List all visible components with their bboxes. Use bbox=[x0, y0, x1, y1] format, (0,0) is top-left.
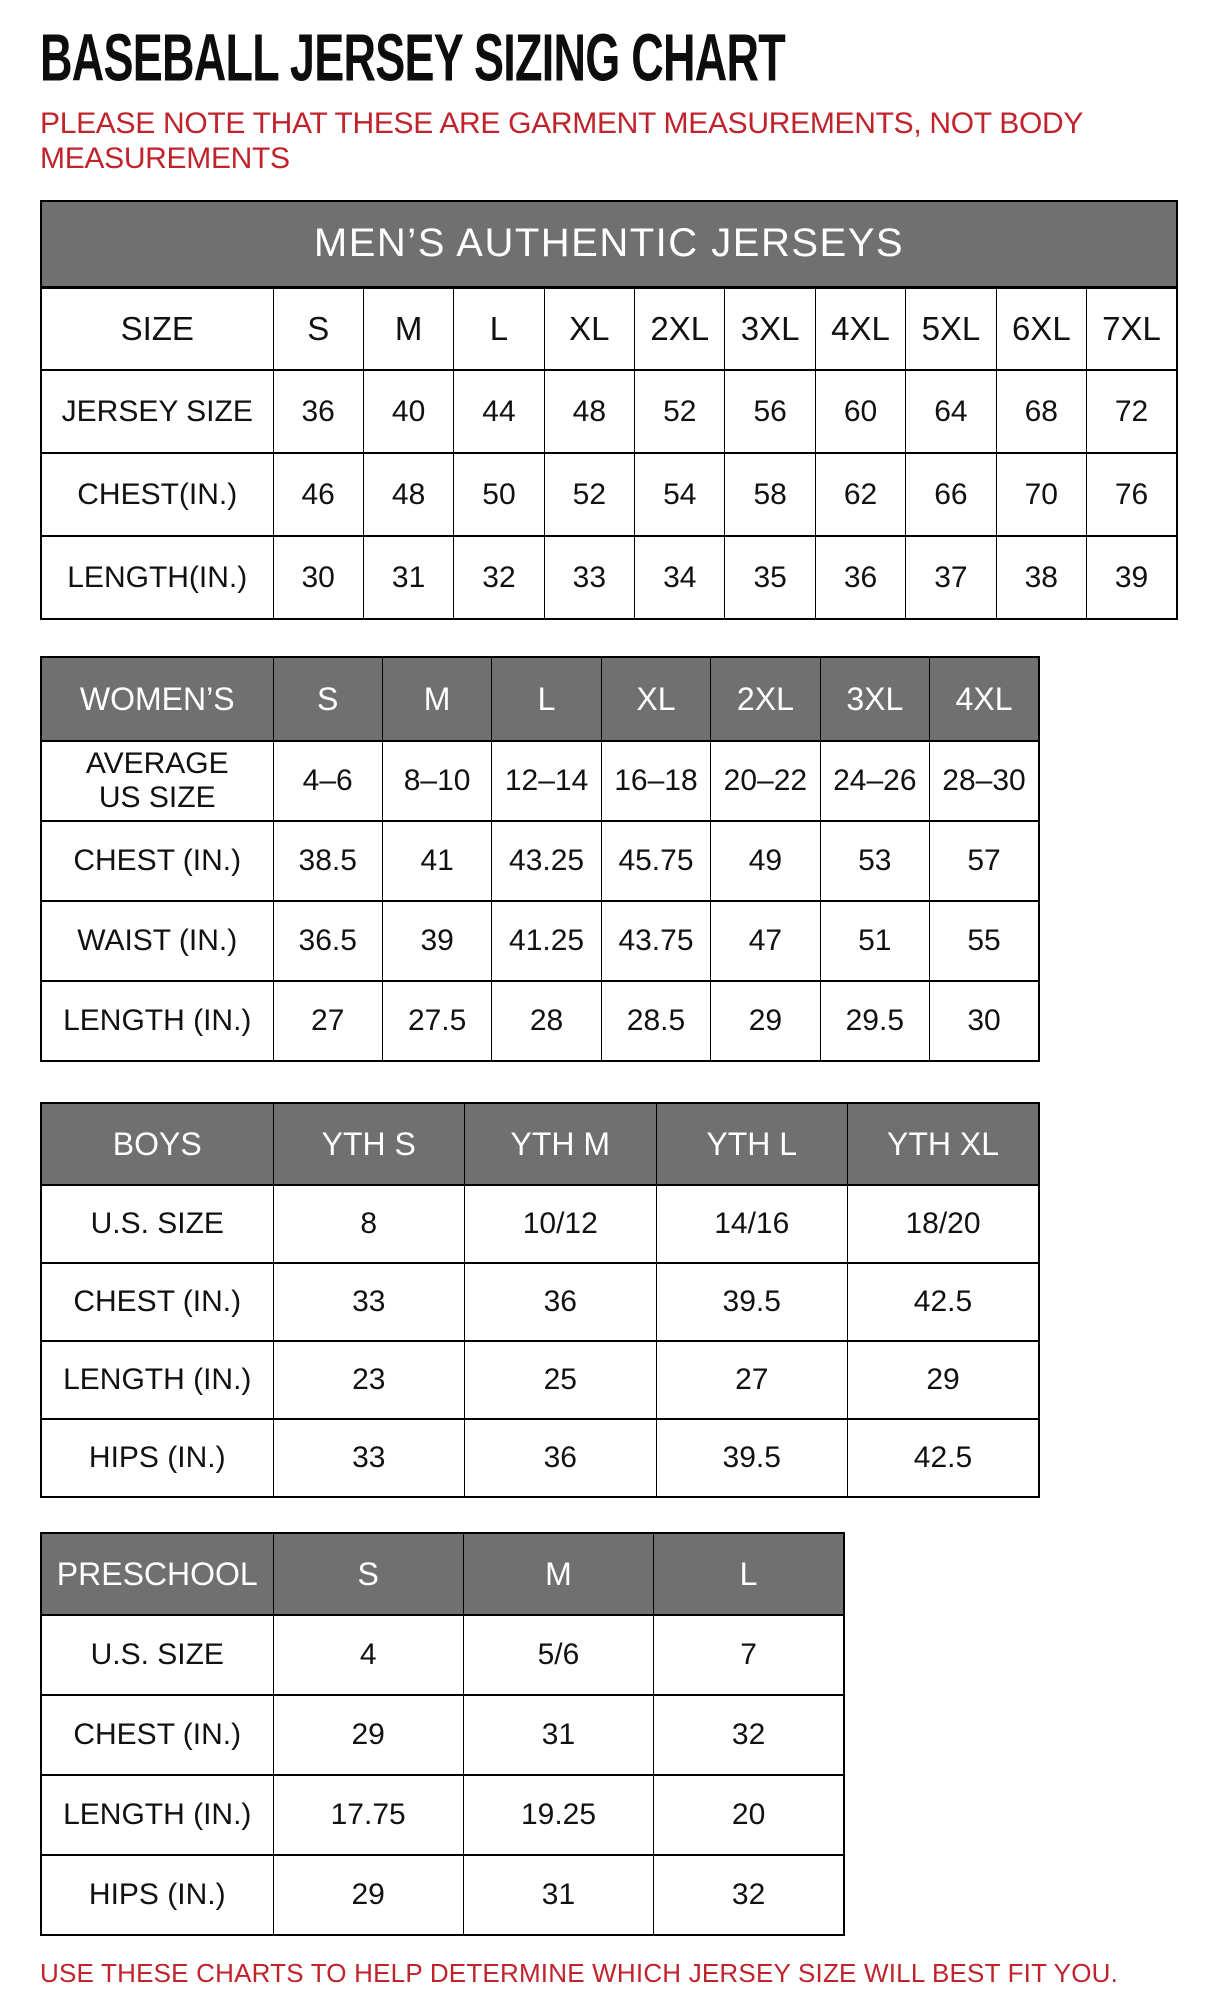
value-cell: 28.5 bbox=[601, 981, 710, 1061]
value-cell: 29 bbox=[273, 1855, 463, 1935]
mens-sizing-table bbox=[40, 200, 1178, 620]
value-cell: 50 bbox=[454, 453, 544, 536]
table-row bbox=[41, 370, 1177, 453]
value-cell: 52 bbox=[544, 453, 634, 536]
value-cell: 24–26 bbox=[820, 741, 929, 821]
value-cell: 34 bbox=[635, 536, 725, 619]
value-cell: 54 bbox=[635, 453, 725, 536]
value-cell: 35 bbox=[725, 536, 815, 619]
value-cell: 3XL bbox=[725, 287, 815, 370]
value-cell: 40 bbox=[363, 370, 453, 453]
value-cell: 14/16 bbox=[656, 1185, 848, 1263]
value-cell: 16–18 bbox=[601, 741, 710, 821]
value-cell: 62 bbox=[815, 453, 905, 536]
value-cell: 36 bbox=[815, 536, 905, 619]
table-title-cell: PRESCHOOL bbox=[41, 1533, 273, 1615]
value-cell: 70 bbox=[996, 453, 1086, 536]
column-header-cell: M bbox=[382, 657, 491, 741]
column-header-cell: 2XL bbox=[711, 657, 820, 741]
table-row bbox=[41, 1775, 844, 1855]
column-header-cell: XL bbox=[601, 657, 710, 741]
row-label-cell: SIZE bbox=[41, 287, 273, 370]
value-cell: 49 bbox=[711, 821, 820, 901]
row-label-cell: WAIST (IN.) bbox=[41, 901, 273, 981]
value-cell: 48 bbox=[544, 370, 634, 453]
row-label-cell: HIPS (IN.) bbox=[41, 1855, 273, 1935]
value-cell: 29 bbox=[273, 1695, 463, 1775]
value-cell: 7 bbox=[654, 1615, 844, 1695]
row-label-cell: LENGTH (IN.) bbox=[41, 1341, 273, 1419]
column-header-cell: 4XL bbox=[930, 657, 1039, 741]
value-cell: 66 bbox=[906, 453, 996, 536]
table-row bbox=[41, 1855, 844, 1935]
value-cell: 8 bbox=[273, 1185, 465, 1263]
value-cell: M bbox=[363, 287, 453, 370]
value-cell: 33 bbox=[273, 1263, 465, 1341]
table-row bbox=[41, 901, 1039, 981]
column-header-cell: M bbox=[463, 1533, 653, 1615]
value-cell: 36 bbox=[465, 1263, 657, 1341]
womens-sizing-table bbox=[40, 656, 1040, 1062]
column-header-cell: YTH XL bbox=[848, 1103, 1040, 1185]
value-cell: 48 bbox=[363, 453, 453, 536]
value-cell: 56 bbox=[725, 370, 815, 453]
value-cell: 20 bbox=[654, 1775, 844, 1855]
table-title-cell: BOYS bbox=[41, 1103, 273, 1185]
value-cell: 33 bbox=[544, 536, 634, 619]
column-header-cell: YTH S bbox=[273, 1103, 465, 1185]
value-cell: 55 bbox=[930, 901, 1039, 981]
value-cell: 8–10 bbox=[382, 741, 491, 821]
value-cell: 29 bbox=[848, 1341, 1040, 1419]
value-cell: 42.5 bbox=[848, 1419, 1040, 1497]
value-cell: 64 bbox=[906, 370, 996, 453]
value-cell: 43.25 bbox=[492, 821, 601, 901]
table-title-cell: WOMEN’S bbox=[41, 657, 273, 741]
value-cell: 31 bbox=[463, 1855, 653, 1935]
sizing-chart-page bbox=[0, 19, 1220, 1998]
table-row bbox=[41, 1185, 1039, 1263]
column-header-cell: L bbox=[654, 1533, 844, 1615]
value-cell: 27 bbox=[273, 981, 382, 1061]
column-header-cell: YTH M bbox=[465, 1103, 657, 1185]
column-header-cell: 3XL bbox=[820, 657, 929, 741]
value-cell: XL bbox=[544, 287, 634, 370]
value-cell: 30 bbox=[273, 536, 363, 619]
table-row bbox=[41, 981, 1039, 1061]
value-cell: 38.5 bbox=[273, 821, 382, 901]
value-cell: 43.75 bbox=[601, 901, 710, 981]
value-cell: 42.5 bbox=[848, 1263, 1040, 1341]
value-cell: 19.25 bbox=[463, 1775, 653, 1855]
value-cell: 18/20 bbox=[848, 1185, 1040, 1263]
column-header-cell: L bbox=[492, 657, 601, 741]
row-label-cell: CHEST(IN.) bbox=[41, 453, 273, 536]
value-cell: 32 bbox=[654, 1695, 844, 1775]
table-row bbox=[41, 536, 1177, 619]
value-cell: 5/6 bbox=[463, 1615, 653, 1695]
value-cell: 7XL bbox=[1087, 287, 1177, 370]
value-cell: 20–22 bbox=[711, 741, 820, 821]
value-cell: 4XL bbox=[815, 287, 905, 370]
value-cell: 38 bbox=[996, 536, 1086, 619]
value-cell: 39.5 bbox=[656, 1263, 848, 1341]
value-cell: 27 bbox=[656, 1341, 848, 1419]
value-cell: 37 bbox=[906, 536, 996, 619]
page-title-text: BASEBALL JERSEY SIZING CHART bbox=[40, 19, 785, 95]
value-cell: 41.25 bbox=[492, 901, 601, 981]
preschool-sizing-table bbox=[40, 1532, 845, 1936]
table-row bbox=[41, 1615, 844, 1695]
value-cell: 30 bbox=[930, 981, 1039, 1061]
value-cell: 47 bbox=[711, 901, 820, 981]
boys-sizing-table bbox=[40, 1102, 1040, 1498]
value-cell: 28–30 bbox=[930, 741, 1039, 821]
value-cell: 4–6 bbox=[273, 741, 382, 821]
value-cell: 58 bbox=[725, 453, 815, 536]
value-cell: 23 bbox=[273, 1341, 465, 1419]
row-label-cell: LENGTH(IN.) bbox=[41, 536, 273, 619]
row-label-cell: LENGTH (IN.) bbox=[41, 1775, 273, 1855]
value-cell: 44 bbox=[454, 370, 544, 453]
value-cell: 28 bbox=[492, 981, 601, 1061]
value-cell: 39.5 bbox=[656, 1419, 848, 1497]
value-cell: 76 bbox=[1087, 453, 1177, 536]
value-cell: 32 bbox=[454, 536, 544, 619]
value-cell: 53 bbox=[820, 821, 929, 901]
row-label-cell: U.S. SIZE bbox=[41, 1185, 273, 1263]
value-cell: 4 bbox=[273, 1615, 463, 1695]
value-cell: 57 bbox=[930, 821, 1039, 901]
row-label-cell: U.S. SIZE bbox=[41, 1615, 273, 1695]
value-cell: 36 bbox=[273, 370, 363, 453]
value-cell: 2XL bbox=[635, 287, 725, 370]
value-cell: 25 bbox=[465, 1341, 657, 1419]
table-row bbox=[41, 741, 1039, 821]
garment-measurement-note: PLEASE NOTE THAT THESE ARE GARMENT MEASUREMENTS, NOT BODY MEASUREMENTS bbox=[40, 107, 1083, 175]
table-row bbox=[41, 1419, 1039, 1497]
value-cell: 52 bbox=[635, 370, 725, 453]
value-cell: 27.5 bbox=[382, 981, 491, 1061]
value-cell: 10/12 bbox=[465, 1185, 657, 1263]
value-cell: 29 bbox=[711, 981, 820, 1061]
value-cell: 31 bbox=[463, 1695, 653, 1775]
value-cell: 5XL bbox=[906, 287, 996, 370]
value-cell: 29.5 bbox=[820, 981, 929, 1061]
value-cell: 33 bbox=[273, 1419, 465, 1497]
row-label-cell: LENGTH (IN.) bbox=[41, 981, 273, 1061]
row-label-cell: HIPS (IN.) bbox=[41, 1419, 273, 1497]
column-header-cell: S bbox=[273, 657, 382, 741]
value-cell: L bbox=[454, 287, 544, 370]
value-cell: 51 bbox=[820, 901, 929, 981]
column-header-cell: S bbox=[273, 1533, 463, 1615]
row-label-cell: CHEST (IN.) bbox=[41, 821, 273, 901]
value-cell: 31 bbox=[363, 536, 453, 619]
table-row bbox=[41, 821, 1039, 901]
value-cell: 39 bbox=[382, 901, 491, 981]
value-cell: 46 bbox=[273, 453, 363, 536]
row-label-cell: CHEST (IN.) bbox=[41, 1695, 273, 1775]
value-cell: 60 bbox=[815, 370, 905, 453]
value-cell: 32 bbox=[654, 1855, 844, 1935]
value-cell: 6XL bbox=[996, 287, 1086, 370]
value-cell: 36 bbox=[465, 1419, 657, 1497]
table-banner: MEN’S AUTHENTIC JERSEYS bbox=[41, 201, 1177, 287]
value-cell: 39 bbox=[1087, 536, 1177, 619]
row-label-cell: JERSEY SIZE bbox=[41, 370, 273, 453]
table-row bbox=[41, 1263, 1039, 1341]
column-header-cell: YTH L bbox=[656, 1103, 848, 1185]
table-row bbox=[41, 1341, 1039, 1419]
table-row bbox=[41, 453, 1177, 536]
fit-advice-footer: USE THESE CHARTS TO HELP DETERMINE WHICH JERSEY SIZE WILL BEST FIT YOU. bbox=[40, 1958, 1119, 1988]
page-title bbox=[40, 19, 1220, 95]
value-cell: 68 bbox=[996, 370, 1086, 453]
value-cell: S bbox=[273, 287, 363, 370]
value-cell: 12–14 bbox=[492, 741, 601, 821]
value-cell: 36.5 bbox=[273, 901, 382, 981]
value-cell: 72 bbox=[1087, 370, 1177, 453]
value-cell: 45.75 bbox=[601, 821, 710, 901]
value-cell: 17.75 bbox=[273, 1775, 463, 1855]
row-label-cell: AVERAGE US SIZE bbox=[41, 741, 273, 821]
table-row bbox=[41, 287, 1177, 370]
row-label-cell: CHEST (IN.) bbox=[41, 1263, 273, 1341]
value-cell: 41 bbox=[382, 821, 491, 901]
table-row bbox=[41, 1695, 844, 1775]
